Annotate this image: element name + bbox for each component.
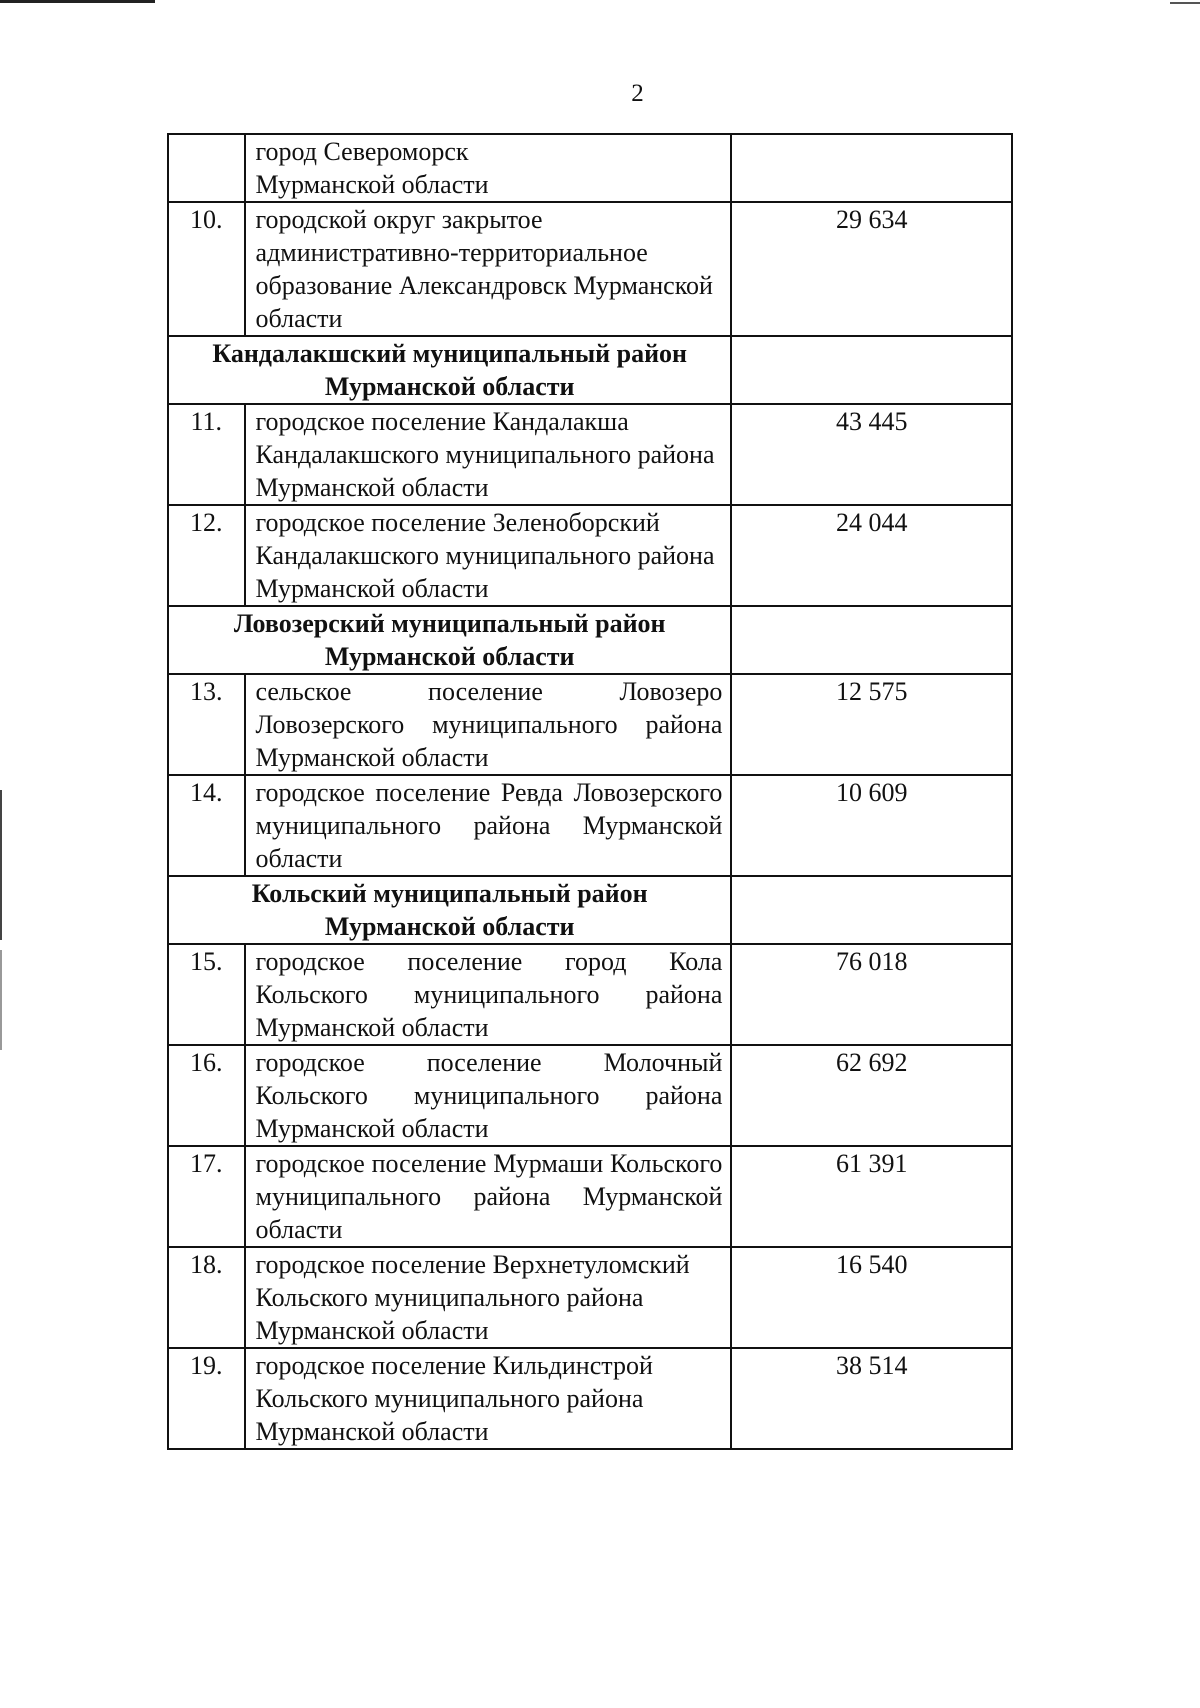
- row-value: 12 575: [731, 674, 1012, 775]
- table-row: [168, 674, 1012, 775]
- row-number: 12.: [168, 505, 245, 606]
- municipality-name: городское поселение город Кола Кольского муниципального района Мурманской области: [245, 944, 732, 1045]
- municipality-name: городское поселение Ревда Ловозерского муниципального района Мурманской области: [245, 775, 732, 876]
- section-value-empty: [731, 876, 1012, 944]
- table-row: [168, 1045, 1012, 1146]
- row-value: 61 391: [731, 1146, 1012, 1247]
- row-value: 16 540: [731, 1247, 1012, 1348]
- scan-mark: [0, 0, 155, 3]
- section-row: [168, 606, 1012, 674]
- municipality-name: городское поселение Мурмаши Кольского муниципального района Мурманской области: [245, 1146, 732, 1247]
- row-value: 24 044: [731, 505, 1012, 606]
- section-row: [168, 876, 1012, 944]
- table-row: [168, 202, 1012, 336]
- scan-mark: [0, 950, 2, 1050]
- municipality-name: городское поселение Верхнетуломский Кольского муниципального района Мурманской области: [245, 1247, 732, 1348]
- table-row: [168, 775, 1012, 876]
- row-number: 16.: [168, 1045, 245, 1146]
- row-value: 43 445: [731, 404, 1012, 505]
- municipality-table: [167, 133, 1013, 1450]
- section-heading: Ловозерский муниципальный район Мурманской области: [168, 606, 731, 674]
- section-heading: Кольский муниципальный район Мурманской области: [168, 876, 731, 944]
- row-number: 10.: [168, 202, 245, 336]
- row-value: [731, 134, 1012, 202]
- row-value: 76 018: [731, 944, 1012, 1045]
- section-value-empty: [731, 336, 1012, 404]
- page-number: 2: [631, 80, 644, 107]
- scan-mark: [1170, 2, 1200, 4]
- municipality-name: сельское поселение Ловозеро Ловозерского муниципального района Мурманской области: [245, 674, 732, 775]
- table-row: [168, 134, 1012, 202]
- row-value: 38 514: [731, 1348, 1012, 1449]
- row-number: 18.: [168, 1247, 245, 1348]
- section-heading: Кандалакшский муниципальный район Мурманской области: [168, 336, 731, 404]
- municipality-name: город Североморск Мурманской области: [245, 134, 732, 202]
- row-number: 14.: [168, 775, 245, 876]
- table-row: [168, 505, 1012, 606]
- row-number: [168, 134, 245, 202]
- row-number: 19.: [168, 1348, 245, 1449]
- municipality-name: городское поселение Молочный Кольского муниципального района Мурманской области: [245, 1045, 732, 1146]
- table-row: [168, 1146, 1012, 1247]
- row-number: 15.: [168, 944, 245, 1045]
- table-row: [168, 1247, 1012, 1348]
- municipality-name: городское поселение Кильдинстрой Кольского муниципального района Мурманской области: [245, 1348, 732, 1449]
- municipality-name: городской округ закрытое административно-территориальное образование Александровск Мурманской области: [245, 202, 732, 336]
- scan-mark: [0, 790, 2, 940]
- table-row: [168, 1348, 1012, 1449]
- table-row: [168, 404, 1012, 505]
- municipality-name: городское поселение Кандалакша Кандалакшского муниципального района Мурманской области: [245, 404, 732, 505]
- row-value: 10 609: [731, 775, 1012, 876]
- row-value: 62 692: [731, 1045, 1012, 1146]
- row-value: 29 634: [731, 202, 1012, 336]
- row-number: 17.: [168, 1146, 245, 1247]
- row-number: 13.: [168, 674, 245, 775]
- section-value-empty: [731, 606, 1012, 674]
- row-number: 11.: [168, 404, 245, 505]
- municipality-name: городское поселение Зеленоборский Кандалакшского муниципального района Мурманской области: [245, 505, 732, 606]
- section-row: [168, 336, 1012, 404]
- table-row: [168, 944, 1012, 1045]
